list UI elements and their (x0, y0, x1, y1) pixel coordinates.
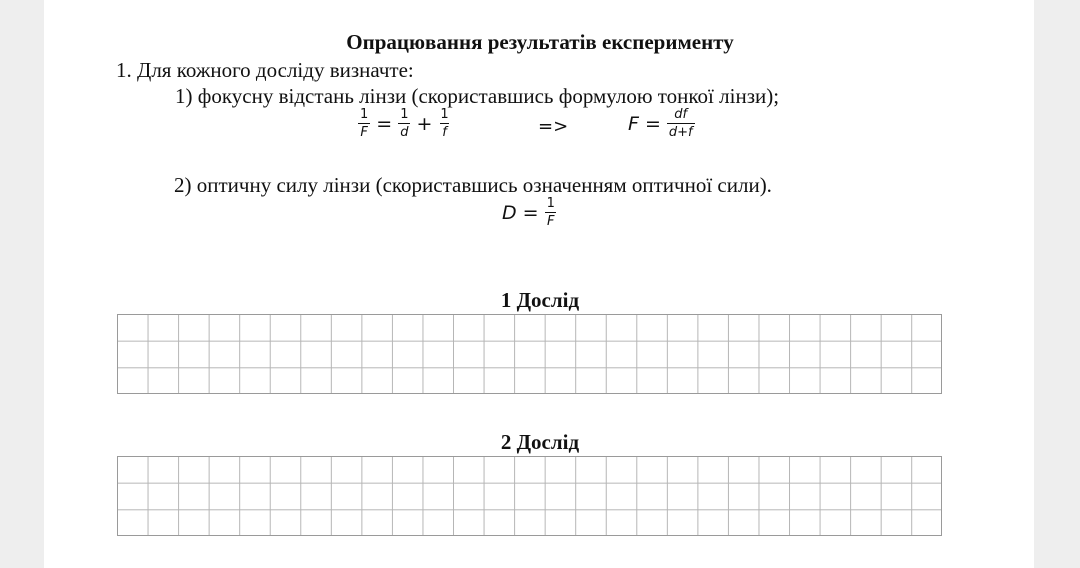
answer-grid-experiment-2 (117, 456, 942, 536)
task-instruction: 1. Для кожного досліду визначте: (116, 58, 414, 82)
thin-lens-formula: $\frac{1}{F}$ = $\frac{1}{d}$ + $\frac{1}{f}$ (360, 107, 449, 140)
section-heading-experiment-2: 2 Дослід (500, 430, 580, 454)
page-title: Опрацювання результатів експерименту (346, 30, 734, 54)
fraction-1-over-f: $\frac{1}{f}$ (440, 107, 449, 140)
fraction-1-over-F: $\frac{1}{F}$ (360, 107, 369, 140)
fraction-1-over-F: $\frac{1}{F}$ (546, 196, 555, 229)
fraction-df-over-d-plus-f: $\frac{df}{d+f}$ (668, 107, 693, 140)
subtask-optical-power: 2) оптичну силу лінзи (скориставшись означенням оптичної сили). (174, 173, 772, 197)
fraction-1-over-d: $\frac{1}{d}$ (400, 107, 409, 140)
focal-length-formula: F = $\frac{df}{d+f}$ (628, 107, 693, 140)
implies-arrow: => (538, 116, 569, 137)
answer-grid-experiment-1 (117, 314, 942, 394)
subtask-focal-length: 1) фокусну відстань лінзи (скориставшись формулою тонкої лінзи); (175, 84, 780, 108)
section-heading-experiment-1: 1 Дослід (500, 288, 580, 312)
optical-power-formula: D = $\frac{1}{F}$ (502, 196, 555, 229)
